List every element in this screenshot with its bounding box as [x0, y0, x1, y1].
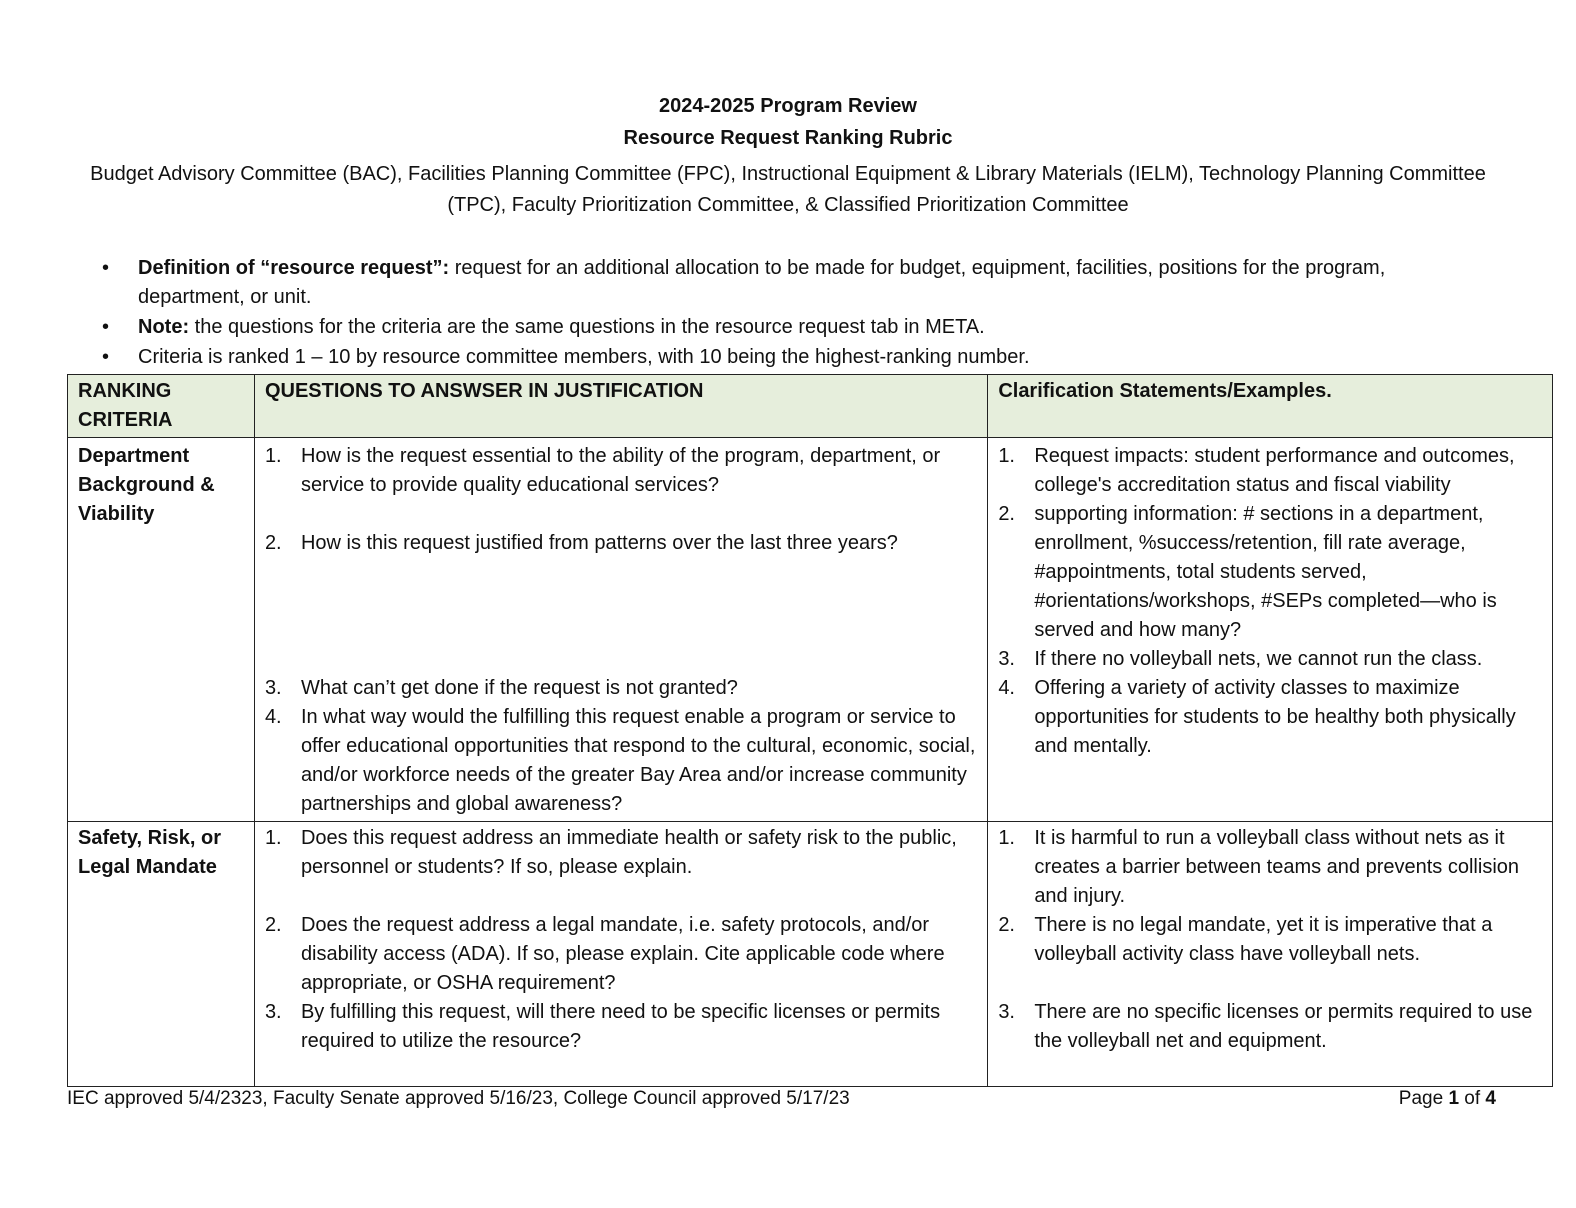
bullet-definition: [100, 254, 1460, 312]
question-text: Does the request address a legal mandate, i.e. safety protocols, and/or disability access (ADA). If so, please explain. Cite applicable code where appropriate, or OSHA requirement?: [300, 914, 945, 994]
list-item: 3. If there no volleyball nets, we cannot run the class.: [998, 648, 1483, 670]
clarification-text: There is no legal mandate, yet it is imperative that a volleyball activity class have volleyball nets.: [1034, 914, 1493, 965]
table-row: [68, 822, 1553, 1087]
clarification-text: It is harmful to run a volleyball class without nets as it creates a barrier between teams and prevents collision and injury.: [1034, 827, 1520, 907]
header-questions: QUESTIONS TO ANSWSER IN JUSTIFICATION: [254, 375, 987, 438]
list-item: 4. Offering a variety of activity classes to maximize opportunities for students to be healthy both physically and mentally.: [998, 677, 1516, 757]
clarifications-cell: [988, 822, 1553, 1087]
criteria-cell: Department Background & Viability: [68, 438, 255, 822]
page-total: 4: [1485, 1088, 1496, 1109]
page-current: 1: [1448, 1088, 1460, 1109]
page-prefix: Page: [1398, 1088, 1449, 1109]
table-header-row: [68, 375, 1553, 438]
list-item: 2. There is no legal mandate, yet it is imperative that a volleyball activity class have volleyball nets.: [998, 914, 1493, 965]
list-item: 4. In what way would the fulfilling this request enable a program or service to offer educational opportunities that respond to the cultural, economic, social, and/or workforce needs of the greater Bay Area and/or increase community partnerships and global awareness?: [264, 706, 976, 815]
bullet-dot-icon: •: [102, 316, 110, 338]
list-item: 1. Request impacts: student performance and outcomes, college's accreditation status and fiscal viability: [998, 445, 1515, 496]
list-item: 1. Does this request address an immediate health or safety risk to the public, personnel or students? If so, please explain.: [264, 827, 957, 878]
list-item: 3. By fulfilling this request, will there need to be specific licenses or permits required to utilize the resource?: [264, 1001, 941, 1052]
clarification-text: Offering a variety of activity classes to maximize opportunities for students to be healthy both physically and mentally.: [1034, 677, 1516, 757]
question-text: How is the request essential to the ability of the program, department, or service to provide quality educational services?: [300, 445, 941, 496]
bullet-dot-icon: •: [102, 346, 110, 368]
committees-line: Budget Advisory Committee (BAC), Facilities Planning Committee (FPC), Instructional Equipment & Library Materials (IELM), Technology Planning Committee (TPC), Faculty Prioritization Committee, & Classified Prioritization Committee: [90, 163, 1486, 216]
bullet-ranking: [100, 343, 1460, 372]
questions-cell: [254, 438, 987, 822]
info-bullets: [100, 254, 1460, 373]
clarification-text: Request impacts: student performance and outcomes, college's accreditation status and fiscal viability: [1034, 445, 1515, 496]
document-subtitle: Resource Request Ranking Rubric: [623, 127, 953, 149]
question-text: How is this request justified from patterns over the last three years?: [300, 532, 898, 554]
list-item: 3. What can’t get done if the request is not granted?: [264, 677, 738, 699]
criteria-cell: Safety, Risk, or Legal Mandate: [68, 822, 255, 1087]
header-clarifications: Clarification Statements/Examples.: [988, 375, 1553, 438]
page-of: of: [1459, 1088, 1486, 1109]
table-row: [68, 438, 1553, 822]
ranking-rubric-table: [67, 374, 1553, 1087]
clarifications-cell: [988, 438, 1553, 822]
document-title: 2024-2025 Program Review: [659, 95, 917, 117]
list-item: 3. There are no specific licenses or permits required to use the volleyball net and equipment.: [998, 1001, 1533, 1052]
question-text: In what way would the fulfilling this request enable a program or service to offer educational opportunities that respond to the cultural, economic, social, and/or workforce needs of the greater Bay Area and/or increase community partnerships and global awareness?: [300, 706, 976, 815]
clarification-text: supporting information: # sections in a department, enrollment, %success/retention, fill rate average, #appointments, total students served, #orientations/workshops, #SEPs completed—who is served and how many?: [1034, 503, 1497, 641]
clarification-text: If there no volleyball nets, we cannot run the class.: [1034, 648, 1483, 670]
list-item: 2. How is this request justified from patterns over the last three years?: [264, 532, 898, 554]
questions-cell: [254, 822, 987, 1087]
question-text: By fulfilling this request, will there need to be specific licenses or permits required to utilize the resource?: [300, 1001, 941, 1052]
bullet-text: request for an additional allocation to be made for budget, equipment, facilities, positions for the program, department, or unit.: [138, 257, 1386, 308]
clarification-text: There are no specific licenses or permits required to use the volleyball net and equipment.: [1034, 1001, 1533, 1052]
bullet-text: Criteria is ranked 1 – 10 by resource committee members, with 10 being the highest-ranking number.: [138, 346, 1030, 368]
footer-approvals: IEC approved 5/4/2323, Faculty Senate approved 5/16/23, College Council approved 5/17/23: [67, 1088, 850, 1109]
list-item: 2. supporting information: # sections in a department, enrollment, %success/retention, fill rate average, #appointments, total students served, #orientations/workshops, #SEPs completed—who is served and how many?: [998, 503, 1497, 641]
list-item: 2. Does the request address a legal mandate, i.e. safety protocols, and/or disability access (ADA). If so, please explain. Cite applicable code where appropriate, or OSHA requirement?: [264, 914, 945, 994]
list-item: 1. How is the request essential to the ability of the program, department, or service to provide quality educational services?: [264, 445, 941, 496]
question-text: Does this request address an immediate health or safety risk to the public, personnel or students? If so, please explain.: [300, 827, 957, 878]
bullet-bold-label: Note:: [138, 316, 190, 338]
question-text: What can’t get done if the request is not granted?: [300, 677, 738, 699]
header-ranking-criteria: RANKING CRITERIA: [68, 375, 255, 438]
bullet-bold-label: Definition of “resource request”:: [138, 257, 450, 279]
page-number: [1399, 1088, 1496, 1110]
bullet-note: [100, 313, 1460, 342]
bullet-dot-icon: •: [102, 257, 110, 279]
bullet-text: the questions for the criteria are the same questions in the resource request tab in META.: [189, 316, 985, 338]
list-item: 1. It is harmful to run a volleyball class without nets as it creates a barrier between teams and prevents collision and injury.: [998, 827, 1520, 907]
